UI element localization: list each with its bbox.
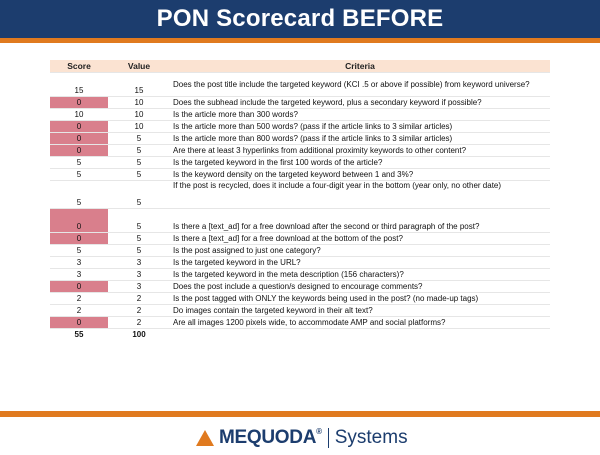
table-row <box>50 257 550 269</box>
table-row <box>50 293 550 305</box>
total-score-cell: 55 <box>74 329 84 339</box>
footer <box>0 417 600 455</box>
table-row <box>50 209 550 233</box>
table-row <box>50 281 550 293</box>
scorecard-table <box>50 60 550 341</box>
score-cell: 5 <box>50 169 108 181</box>
table-header-row <box>50 60 550 73</box>
score-cell: 0 <box>50 121 108 133</box>
table-row <box>50 317 550 329</box>
criteria-cell: Is the article more than 300 words? <box>170 109 550 121</box>
criteria-cell: Is the post assigned to just one category? <box>170 245 550 257</box>
score-cell: 2 <box>50 293 108 305</box>
table-row <box>50 157 550 169</box>
score-column-header: Score <box>50 60 108 73</box>
criteria-cell: Is the keyword density on the targeted keyword between 1 and 3%? <box>170 169 550 181</box>
table-row <box>50 245 550 257</box>
criteria-cell: Does the post include a question/s designed to encourage comments? <box>170 281 550 293</box>
criteria-cell: Is there a [text_ad] for a free download at the bottom of the post? <box>170 233 550 245</box>
table-row <box>50 109 550 121</box>
table-row <box>50 233 550 245</box>
logo-divider <box>328 428 329 448</box>
table-row <box>50 121 550 133</box>
value-cell: 3 <box>108 269 170 281</box>
table-row <box>50 145 550 157</box>
value-cell: 5 <box>108 133 170 145</box>
value-cell: 2 <box>108 293 170 305</box>
value-cell: 10 <box>108 97 170 109</box>
total-value-cell: 100 <box>132 329 146 339</box>
value-cell: 5 <box>108 181 170 209</box>
logo-product-text: Systems <box>334 427 408 448</box>
table-row <box>50 269 550 281</box>
scorecard-rows <box>50 73 550 341</box>
score-cell: 0 <box>50 317 108 329</box>
criteria-cell: Does the post title include the targeted keyword (KCI .5 or above if possible) from keyword universe? <box>170 73 550 97</box>
table-row <box>50 305 550 317</box>
value-cell: 10 <box>108 109 170 121</box>
score-cell: 5 <box>50 181 108 209</box>
score-cell: 2 <box>50 305 108 317</box>
value-cell: 3 <box>108 281 170 293</box>
criteria-cell: Is the targeted keyword in the meta description (156 characters)? <box>170 269 550 281</box>
criteria-cell: Is the article more than 800 words? (pass if the article links to 3 similar articles) <box>170 133 550 145</box>
score-cell: 0 <box>50 145 108 157</box>
value-cell: 5 <box>108 209 170 233</box>
table-row <box>50 169 550 181</box>
value-cell: 5 <box>108 233 170 245</box>
table-row <box>50 73 550 97</box>
score-cell: 5 <box>50 157 108 169</box>
value-cell: 5 <box>108 169 170 181</box>
criteria-cell: Do images contain the targeted keyword in their alt text? <box>170 305 550 317</box>
score-cell: 10 <box>50 109 108 121</box>
criteria-cell: Is there a [text_ad] for a free download after the second or third paragraph of the post? <box>170 209 550 233</box>
criteria-cell: Are there at least 3 hyperlinks from additional proximity keywords to other content? <box>170 145 550 157</box>
value-cell: 2 <box>108 305 170 317</box>
criteria-column-header: Criteria <box>170 60 550 73</box>
mequoda-logo <box>196 426 408 450</box>
value-cell: 10 <box>108 121 170 133</box>
table-row <box>50 181 550 209</box>
score-cell: 0 <box>50 281 108 293</box>
criteria-cell: Are all images 1200 pixels wide, to accommodate AMP and social platforms? <box>170 317 550 329</box>
total-row <box>50 329 550 341</box>
criteria-cell: Is the targeted keyword in the first 100 words of the article? <box>170 157 550 169</box>
criteria-cell: Is the targeted keyword in the URL? <box>170 257 550 269</box>
score-cell: 0 <box>50 97 108 109</box>
value-column-header: Value <box>108 60 170 73</box>
score-cell: 0 <box>50 209 108 233</box>
criteria-cell: If the post is recycled, does it include a four-digit year in the bottom (year only, no other date) <box>170 181 550 209</box>
criteria-cell: Is the post tagged with ONLY the keywords being used in the post? (no made-up tags) <box>170 293 550 305</box>
value-cell: 15 <box>108 73 170 97</box>
page-title: PON Scorecard BEFORE <box>156 5 444 32</box>
score-cell: 5 <box>50 245 108 257</box>
total-criteria-cell <box>170 329 550 341</box>
value-cell: 5 <box>108 157 170 169</box>
score-cell: 0 <box>50 133 108 145</box>
score-cell: 15 <box>50 73 108 97</box>
value-cell: 5 <box>108 145 170 157</box>
score-cell: 3 <box>50 269 108 281</box>
table-row <box>50 97 550 109</box>
criteria-cell: Is the article more than 500 words? (pass if the article links to 3 similar articles) <box>170 121 550 133</box>
logo-brand-text: MEQUODA® <box>219 427 322 448</box>
title-bar <box>0 0 600 38</box>
criteria-cell: Does the subhead include the targeted keyword, plus a secondary keyword if possible? <box>170 97 550 109</box>
score-cell: 3 <box>50 257 108 269</box>
title-accent-stripe <box>0 38 600 43</box>
value-cell: 3 <box>108 257 170 269</box>
triangle-logo-icon <box>196 430 214 446</box>
value-cell: 2 <box>108 317 170 329</box>
score-cell: 0 <box>50 233 108 245</box>
value-cell: 5 <box>108 245 170 257</box>
scorecard-table-wrap <box>50 60 550 341</box>
table-row <box>50 133 550 145</box>
